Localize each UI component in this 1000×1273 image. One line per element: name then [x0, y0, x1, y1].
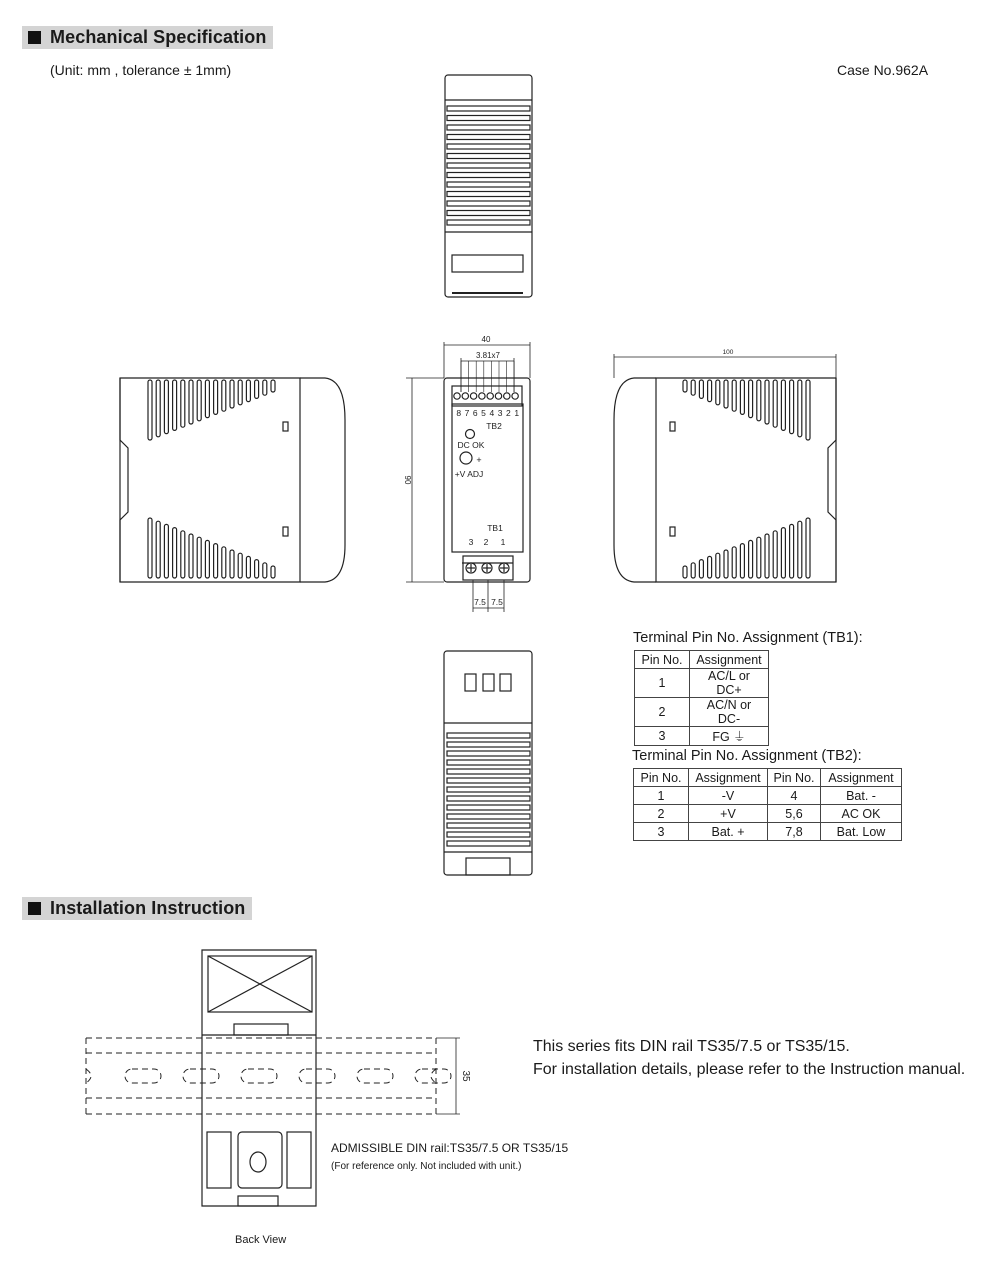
vent-slot — [173, 528, 177, 578]
vent-slot — [255, 560, 259, 578]
table-cell: AC/L or DC+ — [690, 669, 769, 698]
vadj-label: +V ADJ — [454, 469, 484, 479]
vent-slot — [447, 163, 530, 168]
vent-slot — [773, 380, 777, 427]
reference-note: (For reference only. Not included with unit.) — [331, 1161, 522, 1172]
case-number: Case No.962A — [837, 62, 929, 78]
header-cell: Assignment — [690, 651, 769, 669]
vent-slot — [732, 547, 736, 578]
vent-slot — [757, 380, 761, 421]
header-cell: Pin No. — [635, 651, 690, 669]
table-cell: 1 — [635, 669, 690, 698]
terminal-screw — [495, 393, 501, 399]
vent-slot — [447, 116, 530, 121]
dim-depth-label: 100 — [722, 349, 734, 356]
dc-ok-label: DC OK — [457, 440, 485, 450]
terminal-screw — [479, 393, 485, 399]
vent-slot — [246, 380, 250, 402]
vent-slot — [716, 553, 720, 578]
tb1-label: TB1 — [487, 523, 503, 533]
vent-slot — [205, 380, 209, 418]
vent-slot — [798, 521, 802, 578]
dim-width-label: 40 — [481, 335, 491, 344]
table-row — [635, 669, 769, 698]
vent-slot — [447, 106, 530, 111]
header-cell: Assignment — [689, 769, 768, 787]
rail-slot — [299, 1069, 335, 1083]
vent-slot — [447, 841, 530, 846]
dim-rail-label: 35 — [460, 1070, 471, 1082]
vent-slot — [708, 380, 712, 402]
vent-slot — [263, 380, 267, 395]
table-cell: 7,8 — [768, 823, 821, 841]
table-row — [635, 727, 769, 746]
table-cell: +V — [689, 805, 768, 823]
vent-slot — [749, 380, 753, 418]
vent-slot — [447, 135, 530, 140]
tb1-pin-2: 2 — [483, 537, 489, 547]
vent-slot — [447, 154, 530, 159]
plus-label: + — [476, 455, 482, 465]
vent-slot — [724, 550, 728, 578]
vent-slot — [699, 560, 703, 578]
vent-slot — [790, 524, 794, 578]
tb2-label: TB2 — [486, 421, 502, 431]
vent-slot — [214, 544, 218, 578]
table-cell: AC/N or DC- — [690, 698, 769, 727]
rail-slot — [241, 1069, 277, 1083]
vent-slot — [238, 553, 242, 578]
vent-slot — [164, 524, 168, 578]
vent-slot — [740, 544, 744, 578]
vent-slot — [447, 787, 530, 792]
table-row — [634, 805, 902, 823]
installation-heading-text: Installation Instruction — [50, 898, 246, 918]
vent-slot — [447, 192, 530, 197]
dim-tb1-right-label: 7.5 — [491, 597, 503, 607]
vent-slot — [716, 380, 720, 405]
vent-slot — [447, 742, 530, 747]
din-rail-fit-text: This series fits DIN rail TS35/7.5 or TS35/15. — [533, 1038, 850, 1055]
vent-slot — [447, 173, 530, 178]
table-header-row — [634, 769, 902, 787]
vent-slot — [765, 534, 769, 578]
vent-slot — [447, 760, 530, 765]
vent-slot — [447, 125, 530, 130]
vent-slot — [197, 537, 201, 578]
table-row — [635, 698, 769, 727]
vent-slot — [732, 380, 736, 411]
vent-slot — [447, 733, 530, 738]
vent-slot — [156, 380, 160, 437]
vent-slot — [447, 751, 530, 756]
table-cell: FG ⏚ — [690, 727, 769, 746]
vent-slot — [189, 534, 193, 578]
vent-slot — [173, 380, 177, 430]
vent-slot — [181, 380, 185, 427]
vent-slot — [189, 380, 193, 424]
table-cell: 3 — [635, 727, 690, 746]
right-side-view-drawing — [614, 354, 836, 582]
vent-slot — [164, 380, 168, 434]
installation-heading — [22, 897, 252, 920]
vent-slot — [447, 144, 530, 149]
vent-slot — [447, 778, 530, 783]
square-bullet-icon — [28, 902, 41, 915]
rail-slot — [86, 1069, 91, 1083]
vent-slot — [222, 547, 226, 578]
table-cell: 2 — [634, 805, 689, 823]
vent-slot — [148, 518, 152, 578]
vent-slot — [197, 380, 201, 421]
table-cell: Bat. - — [821, 787, 902, 805]
terminal-screw — [462, 393, 468, 399]
left-side-view-drawing — [120, 378, 345, 582]
table-cell: Bat. + — [689, 823, 768, 841]
table-cell: -V — [689, 787, 768, 805]
vent-slot — [222, 380, 226, 411]
tb1-table — [634, 650, 769, 746]
vent-slot — [230, 550, 234, 578]
vent-slot — [773, 531, 777, 578]
tb2-table — [633, 768, 902, 841]
table-cell: 1 — [634, 787, 689, 805]
vent-slot — [757, 537, 761, 578]
tb1-caption: Terminal Pin No. Assignment (TB1): — [633, 630, 863, 646]
vent-slot — [447, 769, 530, 774]
vent-slot — [447, 220, 530, 225]
dim-pitch-label: 3.81x7 — [475, 351, 501, 360]
vent-slot — [148, 380, 152, 440]
tb2-caption: Terminal Pin No. Assignment (TB2): — [632, 748, 862, 764]
vent-slot — [230, 380, 234, 408]
header-cell: Assignment — [821, 769, 902, 787]
vent-slot — [447, 211, 530, 216]
table-row — [634, 787, 902, 805]
vent-slot — [181, 531, 185, 578]
vent-slot — [765, 380, 769, 424]
vent-slot — [205, 540, 209, 578]
vent-slot — [683, 566, 687, 578]
vent-slot — [447, 182, 530, 187]
installation-details-text: For installation details, please refer to the Instruction manual. — [533, 1061, 966, 1078]
vent-slot — [447, 805, 530, 810]
vent-slot — [255, 380, 259, 398]
vent-slot — [806, 380, 810, 440]
vent-slot — [263, 563, 267, 578]
vent-slot — [724, 380, 728, 408]
table-cell: 3 — [634, 823, 689, 841]
vent-slot — [271, 566, 275, 578]
vent-slot — [806, 518, 810, 578]
admissible-rail-text: ADMISSIBLE DIN rail:TS35/7.5 OR TS35/15 — [331, 1141, 569, 1155]
vent-slot — [708, 556, 712, 578]
vent-slot — [683, 380, 687, 392]
terminal-screw — [470, 393, 476, 399]
table-cell: AC OK — [821, 805, 902, 823]
rail-slot — [357, 1069, 393, 1083]
terminal-screw — [504, 393, 510, 399]
tb1-pin-1: 1 — [500, 537, 506, 547]
vent-slot — [246, 556, 250, 578]
vent-slot — [447, 814, 530, 819]
rail-slot — [183, 1069, 219, 1083]
vent-slot — [691, 380, 695, 395]
tb1-pin-3: 3 — [468, 537, 474, 547]
vent-slot — [447, 201, 530, 206]
vent-slot — [699, 380, 703, 398]
header-cell: Pin No. — [634, 769, 689, 787]
vent-slot — [447, 832, 530, 837]
table-cell: 5,6 — [768, 805, 821, 823]
vent-slot — [691, 563, 695, 578]
bottom-view-drawing — [444, 651, 532, 875]
table-header-row — [635, 651, 769, 669]
unit-note: (Unit: mm , tolerance ± 1mm) — [50, 62, 232, 78]
table-row — [634, 823, 902, 841]
mechanical-heading-text: Mechanical Specification — [50, 27, 267, 47]
vent-slot — [447, 796, 530, 801]
dim-tb1-left-label: 7.5 — [474, 597, 486, 607]
vent-slot — [798, 380, 802, 437]
rail-slot — [125, 1069, 161, 1083]
dim-height-label: 90 — [403, 475, 412, 485]
vent-slot — [781, 528, 785, 578]
table-cell: 4 — [768, 787, 821, 805]
vent-slot — [271, 380, 275, 392]
pin-numbers-label: 8 7 6 5 4 3 2 1 — [456, 408, 520, 418]
vent-slot — [214, 380, 218, 414]
table-cell: Bat. Low — [821, 823, 902, 841]
back-view-label: Back View — [235, 1234, 287, 1246]
terminal-screw — [512, 393, 518, 399]
header-cell: Pin No. — [768, 769, 821, 787]
terminal-screw — [487, 393, 493, 399]
top-view-drawing — [445, 75, 532, 297]
rail-slot — [431, 1069, 436, 1083]
vent-slot — [238, 380, 242, 405]
vent-slot — [447, 823, 530, 828]
table-cell: 2 — [635, 698, 690, 727]
vent-slot — [790, 380, 794, 434]
vent-slot — [749, 540, 753, 578]
vent-slot — [156, 521, 160, 578]
vent-slot — [740, 380, 744, 414]
terminal-screw — [454, 393, 460, 399]
vent-slot — [781, 380, 785, 430]
